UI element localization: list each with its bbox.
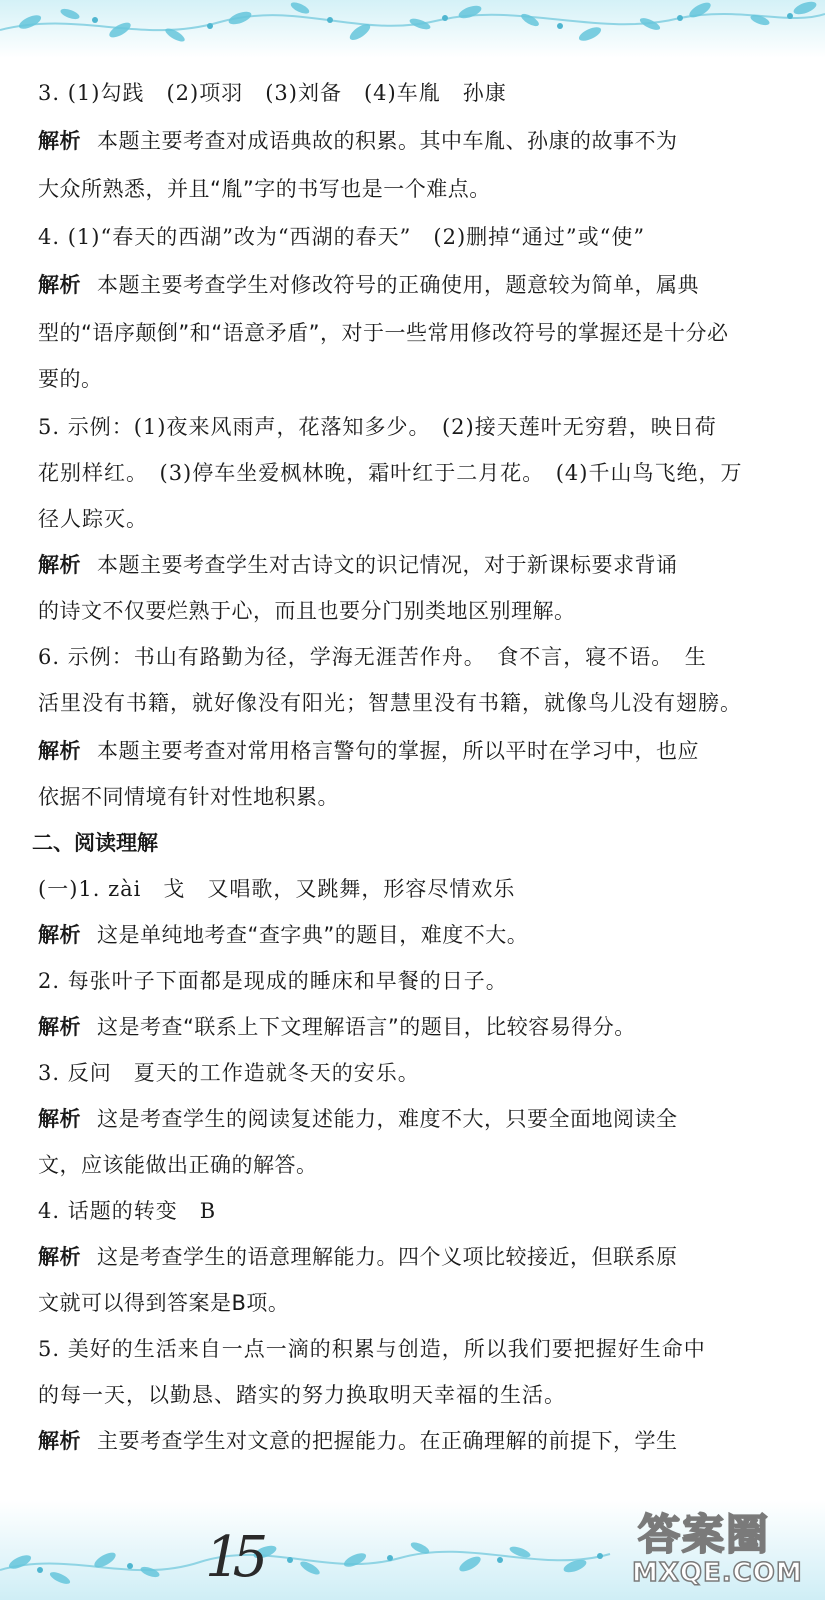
explanation-text: 主要考查学生对文意的把握能力。在正确理解的前提下，学生	[97, 1429, 678, 1453]
reading-explanation-3-cont: 文，应该能做出正确的解答。	[38, 1153, 318, 1177]
explanation-3-cont: 大众所熟悉，并且“胤”字的书写也是一个难点。	[38, 177, 491, 201]
reading-answer-2: 2. 每张叶子下面都是现成的睡床和早餐的日子。	[38, 969, 508, 993]
answer-5-cont-2: 径人踪灭。	[38, 507, 148, 531]
explanation-label: 解析	[38, 923, 81, 947]
explanation-6-cont: 依据不同情境有针对性地积累。	[38, 785, 339, 809]
top-floral-border	[0, 0, 825, 58]
explanation-6	[38, 738, 699, 764]
explanation-5-cont: 的诗文不仅要烂熟于心，而且也要分门别类地区别理解。	[38, 599, 576, 623]
answer-3: 3. (1)勾践 (2)项羽 (3)刘备 (4)车胤 孙康	[38, 81, 507, 105]
answer-6: 6. 示例：书山有路勤为径，学海无涯苦作舟。 食不言，寝不语。 生	[38, 645, 707, 669]
explanation-text: 这是考查学生的阅读复述能力，难度不大，只要全面地阅读全	[97, 1107, 678, 1131]
explanation-text: 本题主要考查学生对修改符号的正确使用，题意较为简单，属典	[97, 273, 699, 297]
reading-explanation-4	[38, 1244, 678, 1270]
explanation-4-cont-1: 型的“语序颠倒”和“语意矛盾”，对于一些常用修改符号的掌握还是十分必	[38, 321, 729, 345]
explanation-5	[38, 552, 678, 578]
explanation-label: 解析	[38, 1015, 81, 1039]
explanation-label: 解析	[38, 1245, 81, 1269]
explanation-label: 解析	[38, 1107, 81, 1131]
reading-answer-1: (一)1. zài 戈 又唱歌，又跳舞，形容尽情欢乐	[38, 877, 516, 901]
explanation-text: 本题主要考查对成语典故的积累。其中车胤、孙康的故事不为	[97, 129, 678, 153]
explanation-3	[38, 128, 678, 154]
watermark-title: 答案圈	[638, 1510, 771, 1559]
reading-explanation-3	[38, 1106, 678, 1132]
answer-5: 5. 示例：(1)夜来风雨声，花落知多少。 (2)接天莲叶无穷碧，映日荷	[38, 415, 717, 439]
explanation-label: 解析	[38, 739, 81, 763]
answer-4: 4. (1)“春天的西湖”改为“西湖的春天” (2)删掉“通过”或“使”	[38, 225, 646, 249]
reading-explanation-1	[38, 922, 528, 948]
reading-explanation-4-cont: 文就可以得到答案是B项。	[38, 1291, 290, 1315]
reading-explanation-5	[38, 1428, 678, 1454]
explanation-label: 解析	[38, 553, 81, 577]
site-watermark	[630, 1500, 820, 1595]
explanation-text: 这是单纯地考查“查字典”的题目，难度不大。	[97, 923, 529, 947]
explanation-4	[38, 272, 699, 298]
explanation-label: 解析	[38, 129, 81, 153]
reading-answer-5: 5. 美好的生活来自一点一滴的积累与创造，所以我们要把握好生命中	[38, 1337, 706, 1361]
page-number: 15	[205, 1525, 261, 1590]
explanation-text: 这是考查“联系上下文理解语言”的题目，比较容易得分。	[97, 1015, 636, 1039]
explanation-4-cont-2: 要的。	[38, 367, 103, 391]
watermark-url: MXQE.COM	[632, 1558, 803, 1588]
reading-answer-3: 3. 反问 夏天的工作造就冬天的安乐。	[38, 1061, 420, 1085]
explanation-text: 本题主要考查对常用格言警句的掌握，所以平时在学习中，也应	[97, 739, 699, 763]
reading-answer-4: 4. 话题的转变 B	[38, 1199, 217, 1223]
explanation-text: 本题主要考查学生对古诗文的识记情况，对于新课标要求背诵	[97, 553, 678, 577]
reading-explanation-2	[38, 1014, 636, 1040]
reading-answer-5-cont: 的每一天，以勤恳、踏实的努力换取明天幸福的生活。	[38, 1383, 566, 1407]
explanation-text: 这是考查学生的语意理解能力。四个义项比较接近，但联系原	[97, 1245, 678, 1269]
explanation-label: 解析	[38, 273, 81, 297]
explanation-label: 解析	[38, 1429, 81, 1453]
section-heading-reading: 二、阅读理解	[32, 831, 158, 855]
answer-6-cont: 活里没有书籍，就好像没有阳光；智慧里没有书籍，就像鸟儿没有翅膀。	[38, 691, 742, 715]
vine-decoration-top	[0, 0, 825, 58]
answer-5-cont-1: 花别样红。 (3)停车坐爱枫林晚，霜叶红于二月花。 (4)千山鸟飞绝，万	[38, 461, 743, 485]
